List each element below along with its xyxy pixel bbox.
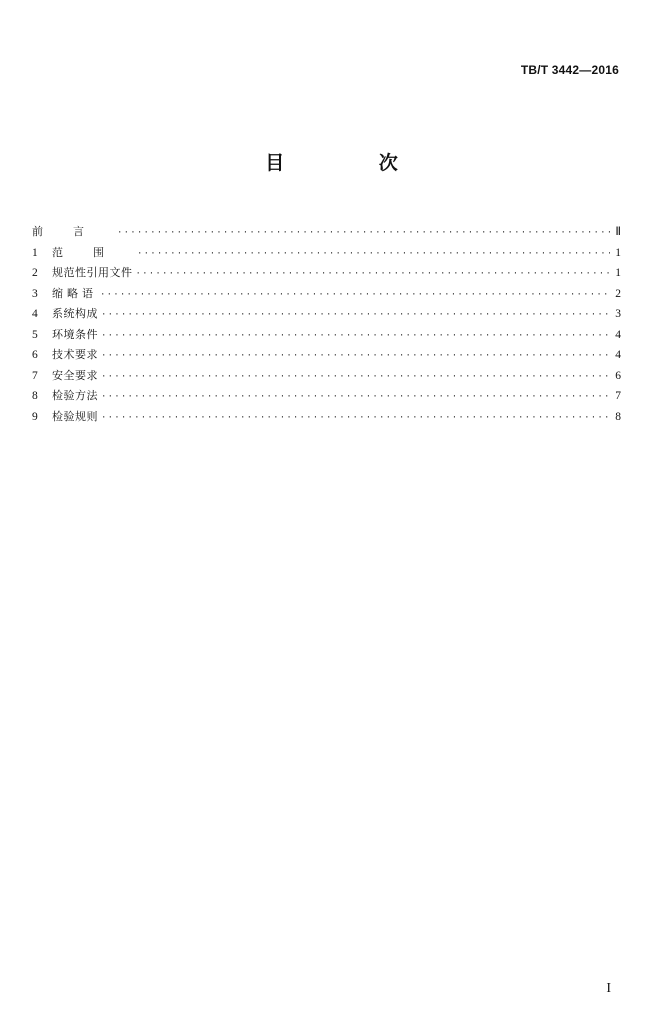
toc-leader-dots (136, 264, 611, 285)
toc-entry-technical-requirements[interactable] (32, 345, 621, 366)
toc-entry-scope[interactable] (32, 243, 621, 264)
toc-entry-number: 2 (32, 267, 38, 279)
toc-entry-system-composition[interactable] (32, 304, 621, 325)
toc-entry-label: 规范性引用文件 (52, 266, 133, 279)
toc-entry-label: 检验规则 (52, 409, 98, 423)
toc-leader-dots (101, 367, 610, 388)
toc-leader-dots (101, 305, 610, 326)
page-number: I (606, 981, 611, 996)
toc-entry-page: 1 (615, 267, 621, 279)
toc-entry-page: 2 (615, 287, 621, 300)
toc-entry-label: 检验方法 (52, 389, 98, 402)
toc-entry-page: 8 (615, 410, 621, 423)
toc-leader-dots (101, 346, 610, 367)
toc-entry-number: 7 (32, 369, 38, 382)
toc-leader-dots (100, 285, 610, 306)
toc-entry-safety-requirements[interactable] (32, 366, 621, 387)
toc-entry-number: 8 (32, 390, 38, 402)
toc-entry-normative-references[interactable] (32, 263, 621, 284)
toc-entry-number: 4 (32, 308, 38, 320)
toc-entry-page: 1 (615, 246, 621, 259)
toc-entry-page: 6 (615, 369, 621, 382)
toc-entry-label: 安全要求 (52, 368, 98, 382)
toc-entry-label: 前言 (32, 225, 114, 238)
toc-leader-dots (101, 408, 610, 429)
toc-entry-label: 缩略语 (52, 286, 97, 300)
toc-leader-dots (117, 223, 610, 244)
toc-entry-number: 9 (32, 410, 38, 423)
toc-entry-page: Ⅱ (615, 226, 621, 238)
toc-entry-page: 4 (615, 328, 621, 341)
page-title: 目 次 (265, 152, 442, 174)
toc-entry-foreword[interactable] (32, 222, 621, 243)
table-of-contents (32, 222, 621, 427)
toc-entry-number: 1 (32, 246, 38, 259)
toc-leader-dots (137, 244, 610, 265)
toc-leader-dots (101, 387, 610, 408)
toc-entry-abbreviations[interactable] (32, 284, 621, 305)
toc-entry-page: 7 (615, 390, 621, 402)
toc-entry-number: 3 (32, 287, 38, 300)
toc-entry-page: 3 (615, 308, 621, 320)
toc-entry-label: 环境条件 (52, 327, 98, 341)
toc-entry-inspection-rules[interactable] (32, 407, 621, 428)
toc-entry-label: 技术要求 (52, 348, 98, 361)
toc-leader-dots (101, 326, 610, 347)
toc-entry-number: 6 (32, 349, 38, 361)
standard-code: TB/T 3442—2016 (520, 63, 619, 77)
toc-entry-page: 4 (615, 349, 621, 361)
toc-entry-environmental-conditions[interactable] (32, 325, 621, 346)
toc-entry-number: 5 (32, 328, 38, 341)
toc-entry-label: 系统构成 (52, 307, 98, 320)
toc-entry-test-methods[interactable] (32, 386, 621, 407)
toc-entry-label: 范围 (52, 245, 134, 259)
